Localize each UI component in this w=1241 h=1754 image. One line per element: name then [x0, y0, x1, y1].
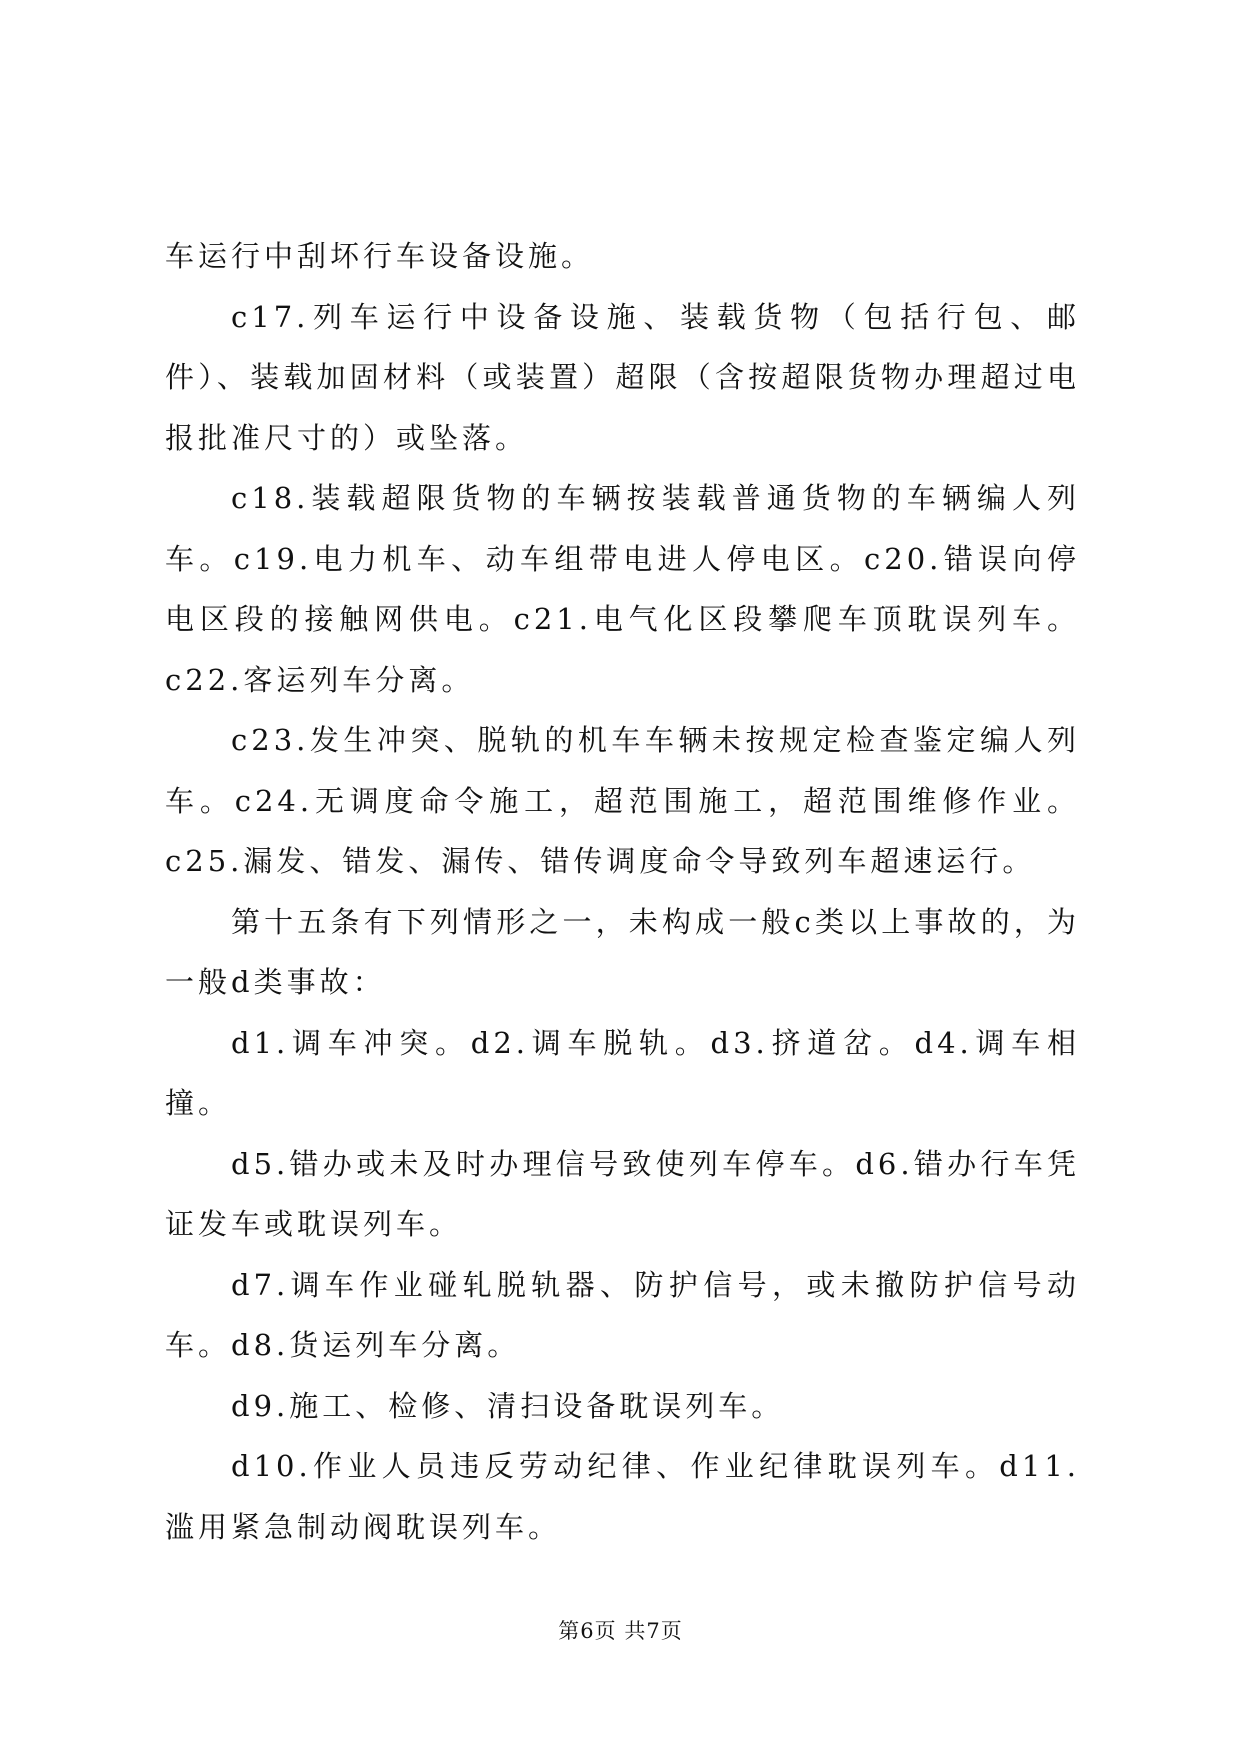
paragraph-4: c23.发生冲突、脱轨的机车车辆未按规定检查鉴定编人列车。c24.无调度命令施工，超范围施工，超范围维修作业。c25.漏发、错发、漏传、错传调度命令导致列车超速运行。 — [165, 723, 1080, 878]
paragraph-10: d10.作业人员违反劳动纪律、作业纪律耽误列车。d11.滥用紧急制动阀耽误列车。 — [165, 1449, 1080, 1544]
paragraph-9: d9.施工、检修、清扫设备耽误列车。 — [231, 1388, 785, 1423]
paragraph-1: 车运行中刮坏行车设备设施。 — [165, 239, 595, 273]
paragraph-2: c17.列车运行中设备设施、装载货物（包括行包、邮件）、装载加固材料（或装置）超限（含按超限货物办理超过电报批准尺寸的）或坠落。 — [165, 299, 1080, 455]
page-number-label: 第6页 共7页 — [558, 1619, 683, 1643]
paragraph-5: 第十五条有下列情形之一，未构成一般c类以上事故的，为一般d类事故： — [165, 904, 1080, 999]
paragraph-7: d5.错办或未及时办理信号致使列车停车。d6.错办行车凭证发车或耽误列车。 — [165, 1146, 1080, 1241]
document-body — [165, 226, 1080, 1557]
paragraph-3: c18.装载超限货物的车辆按装载普通货物的车辆编人列车。c19.电力机车、动车组带电进人停电区。c20.错误向停电区段的接触网供电。c21.电气化区段攀爬车顶耽误列车。c22.客运列车分离。 — [165, 481, 1080, 697]
page-footer — [0, 1615, 1241, 1645]
paragraph-6: d1.调车冲突。d2.调车脱轨。d3.挤道岔。d4.调车相撞。 — [165, 1025, 1080, 1120]
paragraph-8: d7.调车作业碰轧脱轨器、防护信号，或未撤防护信号动车。d8.货运列车分离。 — [165, 1267, 1080, 1362]
